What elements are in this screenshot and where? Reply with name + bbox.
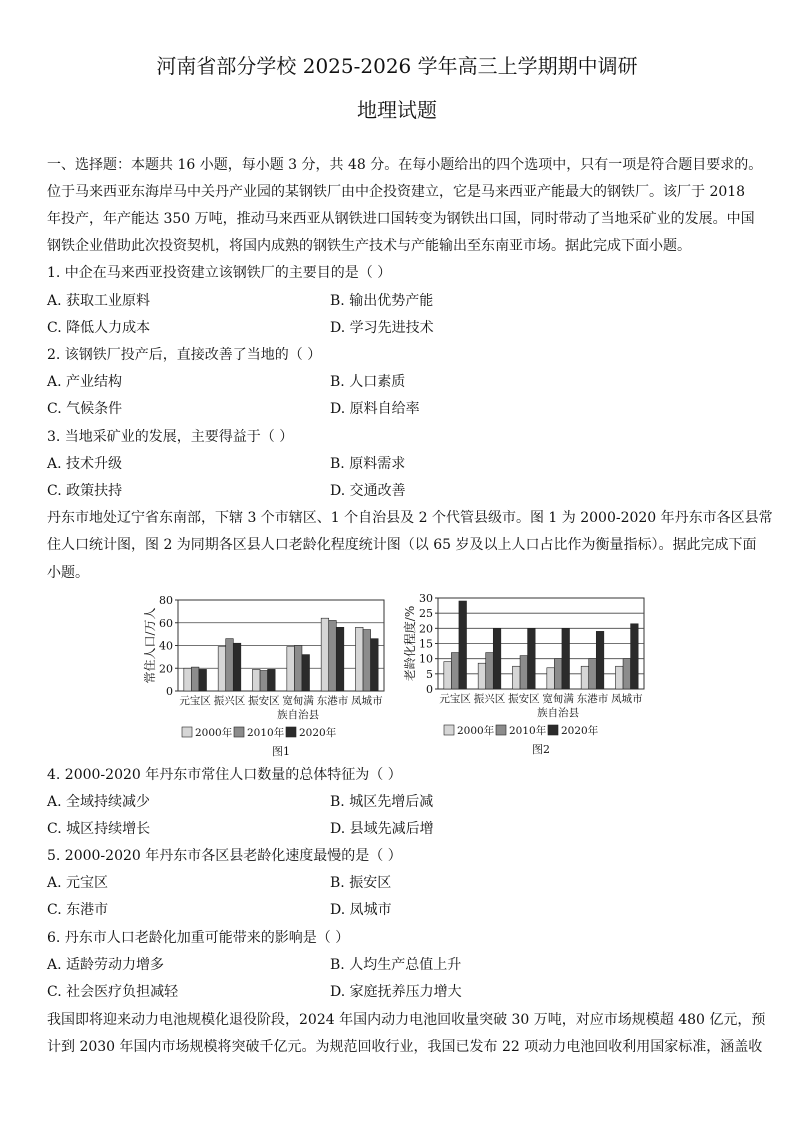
y-tick-label: 20 [419, 622, 433, 636]
x-tick-label: 振安区 [248, 695, 280, 707]
bar-2010年-1 [226, 639, 234, 691]
q5-option-d[interactable]: D. 凤城市 [330, 902, 392, 918]
q6-option-d[interactable]: D. 家庭抚养压力增大 [330, 984, 462, 1000]
y-tick-label: 0 [426, 683, 433, 696]
q3-option-c[interactable]: C. 政策扶持 [47, 483, 123, 499]
bar-2010年-5 [363, 630, 371, 691]
bar-2010年-1 [486, 653, 494, 689]
y-tick-label: 20 [159, 662, 173, 676]
y-tick-label: 80 [159, 594, 173, 607]
bar-2020年-4 [336, 627, 344, 691]
x-tick-sublabel: 族自治县 [277, 709, 320, 721]
bar-2020年-1 [493, 628, 501, 689]
figure-1-chart [140, 590, 400, 764]
bar-2020年-5 [631, 624, 639, 689]
page-title: 河南省部分学校 2025-2026 学年高三上学期期中调研 [156, 54, 638, 78]
x-tick-label: 东港市 [576, 693, 609, 705]
q1-option-a[interactable]: A. 获取工业原料 [47, 293, 151, 309]
passage2-line: 住人口统计图，图 2 为同期各区县人口老龄化程度统计图（以 65 岁及以上人口占比作为衡量指标）。据此完成下面 [47, 537, 757, 553]
q6-option-b[interactable]: B. 人均生产总值上升 [330, 957, 462, 973]
bar-2020年-5 [371, 639, 379, 691]
bar-2000年-1 [478, 663, 486, 689]
bar-2000年-0 [444, 662, 452, 689]
bar-2000年-3 [287, 647, 295, 691]
question-6-stem: 6. 丹东市人口老龄化加重可能带来的影响是（ ） [47, 930, 350, 946]
x-tick-label: 宽甸满 [282, 695, 314, 707]
figure-2-svg [402, 590, 652, 760]
bar-2000年-5 [616, 666, 624, 689]
bar-2010年-0 [191, 667, 199, 691]
figure-caption: 图2 [532, 743, 550, 756]
q2-option-b[interactable]: B. 人口素质 [330, 374, 406, 390]
legend-swatch [444, 725, 454, 735]
question-5-stem: 5. 2000-2020 年丹东市各区县老龄化速度最慢的是（ ） [47, 848, 402, 864]
figure-caption: 图1 [272, 745, 290, 758]
legend-label: 2010年 [509, 725, 547, 737]
x-tick-label: 振兴区 [473, 693, 506, 705]
passage1-line: 位于马来西亚东海岸马中关丹产业园的某钢铁厂由中企投资建立，它是马来西亚产能最大的钢铁厂。该厂于 2018 [47, 184, 746, 200]
bar-2020年-3 [562, 628, 570, 689]
bar-2020年-2 [528, 628, 536, 689]
bar-2000年-1 [218, 647, 226, 691]
q5-option-c[interactable]: C. 东港市 [47, 902, 109, 918]
q2-option-c[interactable]: C. 气候条件 [47, 401, 123, 417]
legend-label: 2020年 [561, 725, 599, 737]
figure-1-svg [140, 590, 400, 760]
q5-option-b[interactable]: B. 振安区 [330, 875, 392, 891]
bar-2000年-0 [184, 668, 192, 691]
q4-option-d[interactable]: D. 县域先减后增 [330, 821, 434, 837]
x-tick-label: 振兴区 [213, 695, 246, 707]
y-tick-label: 25 [419, 607, 433, 621]
question-2-stem: 2. 该钢铁厂投产后，直接改善了当地的（ ） [47, 347, 322, 363]
figure-2-chart [402, 590, 652, 764]
x-tick-label: 元宝区 [439, 693, 471, 705]
y-tick-label: 10 [419, 652, 433, 666]
q3-option-b[interactable]: B. 原料需求 [330, 456, 406, 472]
legend-label: 2020年 [299, 727, 337, 739]
bar-2010年-0 [451, 653, 459, 689]
q4-option-b[interactable]: B. 城区先增后减 [330, 794, 434, 810]
q6-option-a[interactable]: A. 适龄劳动力增多 [47, 957, 165, 973]
q1-option-c[interactable]: C. 降低人力成本 [47, 320, 151, 336]
q1-option-d[interactable]: D. 学习先进技术 [330, 320, 434, 336]
bar-2010年-4 [329, 620, 337, 691]
bar-2010年-3 [294, 646, 302, 692]
question-4-stem: 4. 2000-2020 年丹东市常住人口数量的总体特征为（ ） [47, 767, 402, 783]
y-tick-label: 15 [419, 637, 433, 651]
q3-option-d[interactable]: D. 交通改善 [330, 483, 406, 499]
passage3-line: 我国即将迎来动力电池规模化退役阶段，2024 年国内动力电池回收量突破 30 万吨，对应市场规模超 480 亿元，预 [47, 1012, 766, 1028]
q1-option-b[interactable]: B. 输出优势产能 [330, 293, 434, 309]
y-axis-label: 老龄化程度/% [403, 605, 417, 682]
q4-option-c[interactable]: C. 城区持续增长 [47, 821, 151, 837]
y-tick-label: 5 [426, 667, 433, 681]
q4-option-a[interactable]: A. 全域持续减少 [47, 794, 151, 810]
y-tick-label: 40 [159, 639, 173, 653]
q2-option-a[interactable]: A. 产业结构 [47, 374, 123, 390]
passage2-line: 小题。 [47, 565, 89, 581]
bar-2010年-2 [260, 671, 268, 691]
legend-swatch [234, 727, 244, 737]
y-tick-label: 30 [419, 592, 433, 605]
bar-2020年-3 [302, 655, 310, 691]
bar-2000年-2 [513, 666, 521, 689]
passage3-line: 计到 2030 年国内市场规模将突破千亿元。为规范回收行业，我国已发布 22 项动力电池回收利用国家标准，涵盖收 [47, 1039, 763, 1055]
question-1-stem: 1. 中企在马来西亚投资建立该钢铁厂的主要目的是（ ） [47, 265, 392, 281]
bar-2000年-3 [547, 668, 555, 689]
bar-2020年-4 [596, 631, 604, 689]
bar-2000年-2 [253, 669, 261, 691]
bar-2000年-4 [321, 618, 329, 691]
y-tick-label: 0 [166, 685, 173, 698]
bar-2020年-0 [199, 669, 207, 691]
page-subtitle: 地理试题 [357, 98, 437, 122]
x-tick-label: 东港市 [316, 695, 349, 707]
section-intro: 一、选择题：本题共 16 小题，每小题 3 分，共 48 分。在每小题给出的四个选项中，只有一项是符合题目要求的。 [47, 157, 763, 173]
bar-2000年-5 [356, 627, 364, 691]
bar-2020年-0 [459, 601, 467, 689]
bar-2010年-5 [623, 659, 631, 689]
q2-option-d[interactable]: D. 原料自给率 [330, 401, 420, 417]
x-tick-label: 元宝区 [179, 695, 211, 707]
legend-swatch [496, 725, 506, 735]
x-tick-label: 凤城市 [351, 695, 383, 707]
bar-2010年-4 [589, 659, 597, 689]
legend-swatch [548, 725, 558, 735]
legend-label: 2000年 [457, 725, 495, 737]
bar-2020年-1 [233, 643, 241, 691]
q5-option-a[interactable]: A. 元宝区 [47, 875, 109, 891]
passage1-line: 钢铁企业借助此次投资契机，将国内成熟的钢铁生产技术与产能输出至东南亚市场。据此完成下面小题。 [47, 238, 691, 254]
bar-2010年-2 [520, 656, 528, 689]
bar-2000年-4 [581, 666, 589, 689]
question-3-stem: 3. 当地采矿业的发展，主要得益于（ ） [47, 429, 294, 445]
legend-label: 2000年 [195, 727, 233, 739]
bar-2010年-3 [554, 659, 562, 689]
legend-swatch [286, 727, 296, 737]
passage2-line: 丹东市地处辽宁省东南部，下辖 3 个市辖区、1 个自治县及 2 个代管县级市。图 1 为 2000-2020 年丹东市各区县常 [47, 510, 773, 526]
y-axis-label: 常住人口/万人 [143, 607, 157, 684]
legend-swatch [182, 727, 192, 737]
x-tick-label: 凤城市 [611, 693, 643, 705]
q6-option-c[interactable]: C. 社会医疗负担减轻 [47, 984, 179, 1000]
bar-2020年-2 [268, 669, 276, 691]
legend-label: 2010年 [247, 727, 285, 739]
x-tick-sublabel: 族自治县 [537, 707, 580, 719]
x-tick-label: 振安区 [508, 693, 540, 705]
x-tick-label: 宽甸满 [542, 693, 574, 705]
q3-option-a[interactable]: A. 技术升级 [47, 456, 123, 472]
y-tick-label: 60 [159, 616, 173, 630]
passage1-line: 年投产，年产能达 350 万吨，推动马来西亚从钢铁进口国转变为钢铁出口国，同时带动了当地采矿业的发展。中国 [47, 211, 755, 227]
